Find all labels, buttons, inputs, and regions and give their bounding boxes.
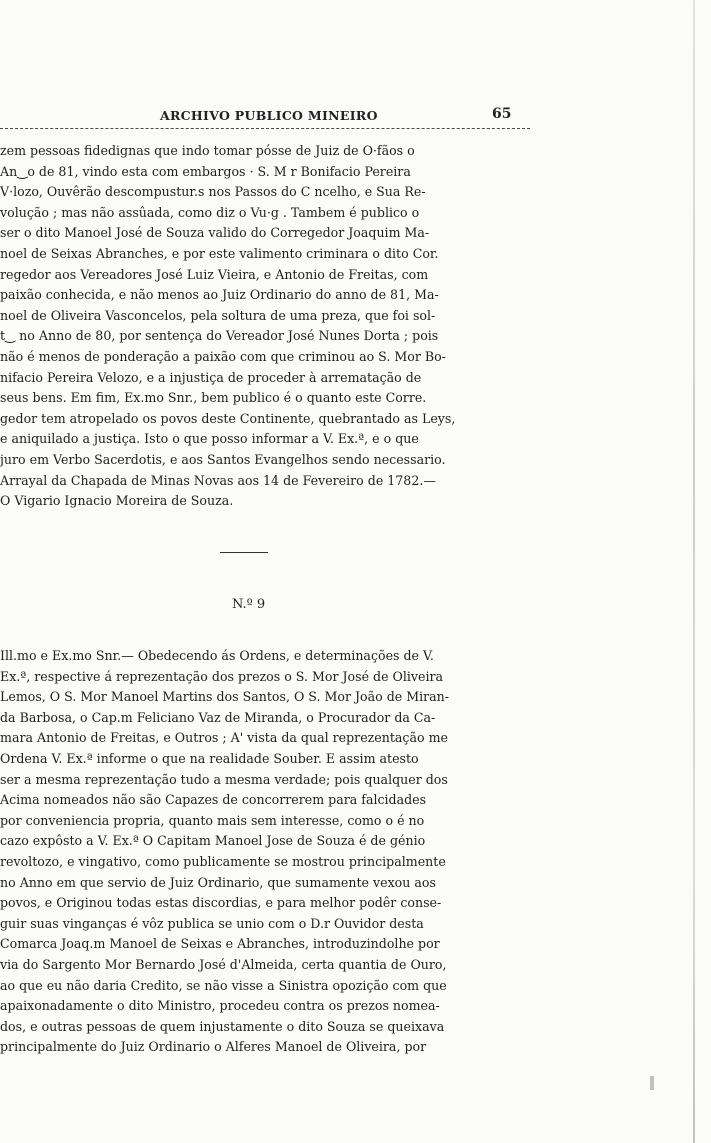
document-number: N.º 9 — [232, 597, 266, 612]
text-line: Ill.mo e Ex.mo Snr.— Obedecendo ás Ordens, e determinações de V. — [0, 648, 434, 663]
text-line: Ordena V. Ex.ª informe o que na realidade Souber. E assim atesto — [0, 750, 419, 766]
document-9-text — [0, 646, 530, 1058]
text-line: Lemos, O S. Mor Manoel Martins dos Santos, O S. Mor João de Miran- — [0, 689, 450, 705]
text-line: nifacio Pereira Velozo, e a injustiça de proceder à arrematação de — [0, 369, 422, 385]
text-line: V·lozo, Ouvêrão descompustur.s nos Passos do C ncelho, e Sua Re- — [0, 184, 426, 200]
text-line: An‿o de 81, vindo esta com embargos · S. M r Bonifacio Pereira — [0, 163, 411, 179]
text-line: paixão conhecida, e não menos ao Juiz Ordinario do anno de 81, Ma- — [0, 287, 439, 303]
text-line: ser o dito Manoel José de Souza valido do Corregedor Joaquim Ma- — [0, 225, 430, 241]
running-header — [0, 108, 540, 126]
document-8-text — [0, 141, 530, 512]
text-line: zem pessoas fidedignas que indo tomar pósse de Juiz de O·fãos o — [0, 143, 415, 158]
text-line: ser a mesma reprezentação tudo a mesma verdade; pois qualquer dos — [0, 771, 448, 787]
text-line: Ex.ª, respective á reprezentação dos prezos o S. Mor José de Oliveira — [0, 668, 444, 684]
text-line: ao que eu não daria Credito, se não visse a Sinistra opozição com que — [0, 977, 447, 993]
text-line: dos, e outras pessoas de quem injustamente o dito Souza se queixava — [0, 1018, 445, 1034]
text-line: por conveniencia propria, quanto mais sem interesse, como o é no — [0, 812, 425, 828]
text-line: Comarca Joaq.m Manoel de Seixas e Abranches, introduzindolhe por — [0, 936, 440, 952]
text-line: revoltozo, e vingativo, como publicamente se mostrou principalmente — [0, 853, 446, 869]
text-line: t‿ no Anno de 80, por sentença do Vereador José Nunes Dorta ; pois — [0, 328, 439, 344]
page-edge-line — [693, 0, 695, 1143]
text-line: regedor aos Vereadores José Luiz Vieira, e Antonio de Freitas, com — [0, 266, 429, 282]
text-line: cazo expôsto a V. Ex.ª O Capitam Manoel Jose de Souza é de génio — [0, 833, 426, 849]
text-line: seus bens. Em fim, Ex.mo Snr., bem publico é o quanto este Corre. — [0, 390, 427, 406]
text-line: gedor tem atropelado os povos deste Continente, quebrantado as Leys, — [0, 410, 456, 426]
text-line: O Vigario Ignacio Moreira de Souza. — [0, 493, 234, 509]
text-line: principalmente do Juiz Ordinario o Alferes Manoel de Oliveira, por — [0, 1039, 427, 1055]
text-line: noel de Oliveira Vasconcelos, pela soltura de uma preza, que foi sol- — [0, 307, 436, 323]
text-line: apaixonadamente o dito Ministro, procedeu contra os prezos nomea- — [0, 998, 440, 1014]
text-line: no Anno em que servio de Juiz Ordinario, que sumamente vexou aos — [0, 874, 436, 890]
scan-mark — [650, 1076, 654, 1090]
header-rule — [0, 128, 530, 129]
text-line: povos, e Originou todas estas discordias, e para melhor podêr conse- — [0, 895, 442, 911]
text-line: via do Sargento Mor Bernardo José d'Almeida, certa quantia de Ouro, — [0, 956, 447, 972]
text-line: e aniquilado a justiça. Isto o que posso informar a V. Ex.ª, e o que — [0, 431, 419, 447]
text-line: juro em Verbo Sacerdotis, e aos Santos Evangelhos sendo necessario. — [0, 451, 446, 467]
text-line: Acima nomeados não são Capazes de concorrerem para falcidades — [0, 792, 427, 808]
text-line: mara Antonio de Freitas, e Outros ; A' vista da qual reprezentação me — [0, 730, 448, 746]
page-number: 65 — [492, 106, 512, 122]
text-line: Arrayal da Chapada de Minas Novas aos 14 de Fevereiro de 1782.— — [0, 472, 436, 488]
section-separator — [220, 552, 268, 553]
text-line: não é menos de ponderação a paixão com que criminou ao S. Mor Bo- — [0, 348, 446, 364]
text-line: guir suas vinganças é vôz publica se unio com o D.r Ouvidor desta — [0, 915, 424, 931]
text-line: noel de Seixas Abranches, e por este valimento criminara o dito Cor. — [0, 245, 439, 261]
text-line: da Barbosa, o Cap.m Feliciano Vaz de Miranda, o Procurador da Ca- — [0, 709, 436, 725]
running-title: ARCHIVO PUBLICO MINEIRO — [160, 108, 378, 123]
text-line: volução ; mas não assûada, como diz o Vu·g . Tambem é publico o — [0, 204, 420, 220]
